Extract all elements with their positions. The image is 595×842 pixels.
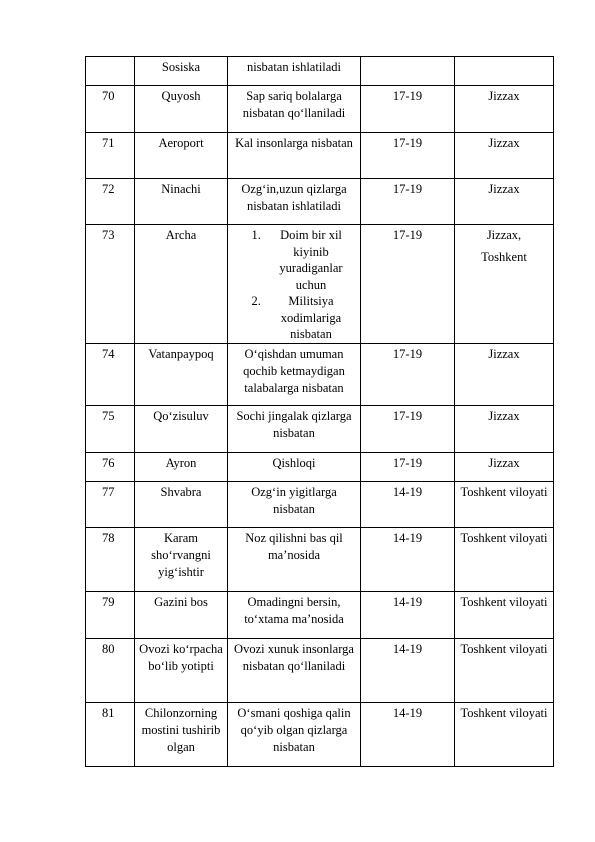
row-number: 70 [86,86,135,133]
slang-word: Gazini bos [135,591,228,638]
table-row [86,86,554,133]
meaning: Qishloqi [228,452,361,481]
age-range: 14-19 [361,591,455,638]
meaning: Ozg‘in yigitlarga nisbatan [228,481,361,527]
row-number: 76 [86,452,135,481]
slang-table [85,56,554,767]
table-row [86,591,554,638]
region: Jizzax [455,452,554,481]
row-number: 77 [86,481,135,527]
age-range: 17-19 [361,452,455,481]
table-row [86,179,554,225]
slang-word: Shvabra [135,481,228,527]
table-row [86,225,554,344]
table-row [86,452,554,481]
age-range: 17-19 [361,225,455,344]
meaning: nisbatan ishlatiladi [228,57,361,86]
region: Toshkent viloyati [455,638,554,702]
meaning: Kal insonlarga nisbatan [228,133,361,179]
slang-word: Aeroport [135,133,228,179]
list-item: 1. Doim bir xil kiyinib yuradiganlar uchun [264,227,358,293]
table-row [86,702,554,766]
row-number: 80 [86,638,135,702]
slang-word: Karam sho‘rvangni yig‘ishtir [135,527,228,591]
slang-word: Qo‘zisuluv [135,405,228,452]
row-number: 79 [86,591,135,638]
region: Toshkent viloyati [455,527,554,591]
age-range: 17-19 [361,179,455,225]
meaning: Sap sariq bolalarga nisbatan qo‘llaniladi [228,86,361,133]
slang-word: Vatanpaypoq [135,343,228,405]
region [455,225,554,344]
slang-word: Ninachi [135,179,228,225]
table-row [86,638,554,702]
region: Jizzax [455,179,554,225]
row-number: 73 [86,225,135,344]
meaning-list [230,227,358,343]
slang-word: Chilonzorning mostini tushirib olgan [135,702,228,766]
row-number: 74 [86,343,135,405]
age-range: 14-19 [361,481,455,527]
age-range: 17-19 [361,133,455,179]
region: Toshkent viloyati [455,481,554,527]
meaning: Sochi jingalak qizlarga nisbatan [228,405,361,452]
meaning: Ozg‘in,uzun qizlarga nisbatan ishlatiladi [228,179,361,225]
age-range: 14-19 [361,638,455,702]
meaning [228,225,361,344]
slang-word: Sosiska [135,57,228,86]
meaning: Ovozi xunuk insonlarga nisbatan qo‘llaniladi [228,638,361,702]
age-range: 17-19 [361,405,455,452]
age-range [361,57,455,86]
region: Jizzax [455,405,554,452]
age-range: 14-19 [361,702,455,766]
row-number: 81 [86,702,135,766]
region: Jizzax [455,86,554,133]
meaning: Omadingni bersin, to‘xtama ma’nosida [228,591,361,638]
region: Jizzax [455,343,554,405]
meaning: Noz qilishni bas qil ma’nosida [228,527,361,591]
slang-word: Ayron [135,452,228,481]
slang-word: Quyosh [135,86,228,133]
slang-word: Ovozi ko‘rpacha bo‘lib yotipti [135,638,228,702]
row-number: 71 [86,133,135,179]
age-range: 17-19 [361,343,455,405]
region: Toshkent viloyati [455,702,554,766]
table-row [86,133,554,179]
region: Toshkent viloyati [455,591,554,638]
row-number: 75 [86,405,135,452]
meaning: O‘smani qoshiga qalin qo‘yib olgan qizlarga nisbatan [228,702,361,766]
meaning: O‘qishdan umuman qochib ketmaydigan talabalarga nisbatan [228,343,361,405]
list-item: 2. Militsiya xodimlariga nisbatan [264,293,358,343]
table-row [86,57,554,86]
table-row [86,343,554,405]
row-number: 78 [86,527,135,591]
table-row [86,481,554,527]
row-number: 72 [86,179,135,225]
region-line: Jizzax, [486,228,522,242]
region: Jizzax [455,133,554,179]
region [455,57,554,86]
row-number [86,57,135,86]
table-row [86,527,554,591]
table-row [86,405,554,452]
age-range: 14-19 [361,527,455,591]
age-range: 17-19 [361,86,455,133]
slang-word: Archa [135,225,228,344]
region-line: Toshkent [481,250,527,264]
